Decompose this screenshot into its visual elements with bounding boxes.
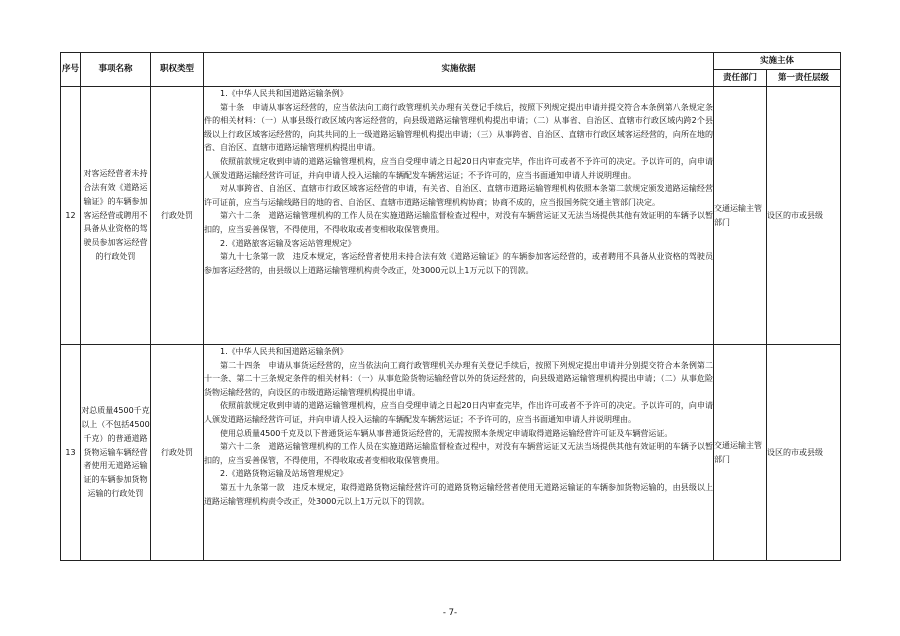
basis-paragraph: 第五十九条第一款 违反本规定，取得道路货物运输经营许可的道路货物运输经营者使用无道路运输证的车辆参加货物运输的，由县级以上道路运输管理机构责令改正，处3000元以上1万元以下的罚款。 (204, 482, 713, 506)
header-item-name: 事项名称 (81, 53, 151, 87)
basis-paragraph: 依照前款规定收到申请的道路运输管理机构，应当自受理申请之日起20日内审查完毕，作出许可或者不予许可的决定。予以许可的，向申请人颁发道路运输经营许可证，并向申请人投入运输的车辆配发车辆营运证；不予许可的，应当书面通知申请人并说明理由。 (204, 401, 713, 424)
row-seq: 13 (61, 345, 81, 561)
header-authority-type: 职权类型 (151, 53, 204, 87)
basis-paragraph: 对从事跨省、自治区、直辖市行政区域客运经营的申请，有关省、自治区、直辖市道路运输管理机构依照本条第二款规定颁发道路运输经营许可证前，应当与运输线路目的地的省、自治区、直辖市道路运输管理机构协商；协商不成的，应当报国务院交通主管部门决定。 (204, 184, 713, 207)
basis-paragraph: 2.《道路旅客运输及客运站管理规定》 (220, 238, 356, 248)
row-basis (204, 87, 714, 345)
row-seq: 12 (61, 87, 81, 345)
basis-paragraph: 第九十七条第一款 违反本规定，客运经营者使用未持合法有效《道路运输证》的车辆参加客运经营的，或者聘用不具备从业资格的驾驶员参加客运经营的，由县级以上道路运输管理机构责令改正，处3000元以上1万元以下的罚款。 (204, 252, 713, 275)
row-dept: 交通运输主管部门 (714, 345, 767, 561)
basis-paragraph: 1.《中华人民共和国道路运输条例》 (220, 89, 348, 98)
basis-paragraph: 第二十四条 申请从事货运经营的，应当依法向工商行政管理机关办理有关登记手续后，按照下列规定提出申请并分别提交符合本条例第二十一条、第二十三条规定条件的相关材料：（一）从事危险货物运输经营以外的货运经营的，向县级道路运输管理机构提出申请；（二）从事危险货物运输经营的，向设区的市级道路运输管理机构提出申请。 (204, 360, 713, 397)
basis-paragraph: 依照前款规定收到申请的道路运输管理机构，应当自受理申请之日起20日内审查完毕，作出许可或者不予许可的决定。予以许可的，向申请人颁发道路运输经营许可证，并向申请人投入运输的车辆配发车辆营运证；不予许可的，应当书面通知申请人并说明理由。 (204, 156, 713, 180)
row-level: 设区的市或县级 (767, 345, 841, 561)
basis-paragraph: 使用总质量4500千克及以下普通货运车辆从事普通货运经营的，无需按照本条规定申请取得道路运输经营许可证及车辆营运证。 (220, 428, 673, 438)
row-item-name: 对总质量4500千克以上（不包括4500千克）的普通道路货物运输车辆经营者使用无道路运输证的车辆参加货物运输的行政处罚 (81, 345, 151, 561)
row-basis (204, 345, 714, 561)
row-authority-type: 行政处罚 (151, 87, 204, 345)
row-authority-type: 行政处罚 (151, 345, 204, 561)
header-dept: 责任部门 (714, 70, 767, 87)
header-level: 第一责任层级 (767, 70, 841, 87)
header-basis: 实施依据 (204, 53, 714, 87)
header-seq: 序号 (61, 53, 81, 87)
table-row (61, 87, 841, 345)
row-dept: 交通运输主管部门 (714, 87, 767, 345)
table-row (61, 345, 841, 561)
basis-paragraph: 第六十二条 道路运输管理机构的工作人员在实施道路运输监督检查过程中，对没有车辆营运证又无法当场提供其他有效证明的车辆予以暂扣的，应当妥善保管，不得使用，不得收取或者变相收取保管费用。 (204, 442, 713, 465)
page-number: - 7- (442, 608, 458, 618)
basis-paragraph: 第十条 申请从事客运经营的，应当依法向工商行政管理机关办理有关登记手续后，按照下列规定提出申请并提交符合本条例第八条规定条件的相关材料：（一）从事县级行政区域内客运经营的，向县级道路运输管理机构提出申请；（二）从事省、自治区、直辖市行政区域内跨2个县级以上行政区域客运经营的，向其共同的上一级道路运输管理机构提出申请；（三）从事跨省、自治区、直辖市行政区域客运经营的，向所在地的省、自治区、直辖市道路运输管理机构提出申请。 (204, 102, 713, 153)
basis-paragraph: 第六十二条 道路运输管理机构的工作人员在实施道路运输监督检查过程中，对没有车辆营运证又无法当场提供其他有效证明的车辆予以暂扣的，应当妥善保管，不得使用，不得收取或者变相收取保管费用。 (204, 211, 713, 234)
basis-paragraph: 1.《中华人民共和国道路运输条例》 (220, 347, 348, 356)
row-level: 设区的市或县级 (767, 87, 841, 345)
header-subject: 实施主体 (714, 53, 841, 70)
basis-paragraph: 2.《道路货物运输及站场管理规定》 (220, 469, 348, 479)
row-item-name: 对客运经营者未持合法有效《道路运输证》的车辆参加客运经营或聘用不具备从业资格的驾驶员参加客运经营的行政处罚 (81, 87, 151, 345)
enforcement-table (60, 52, 841, 561)
